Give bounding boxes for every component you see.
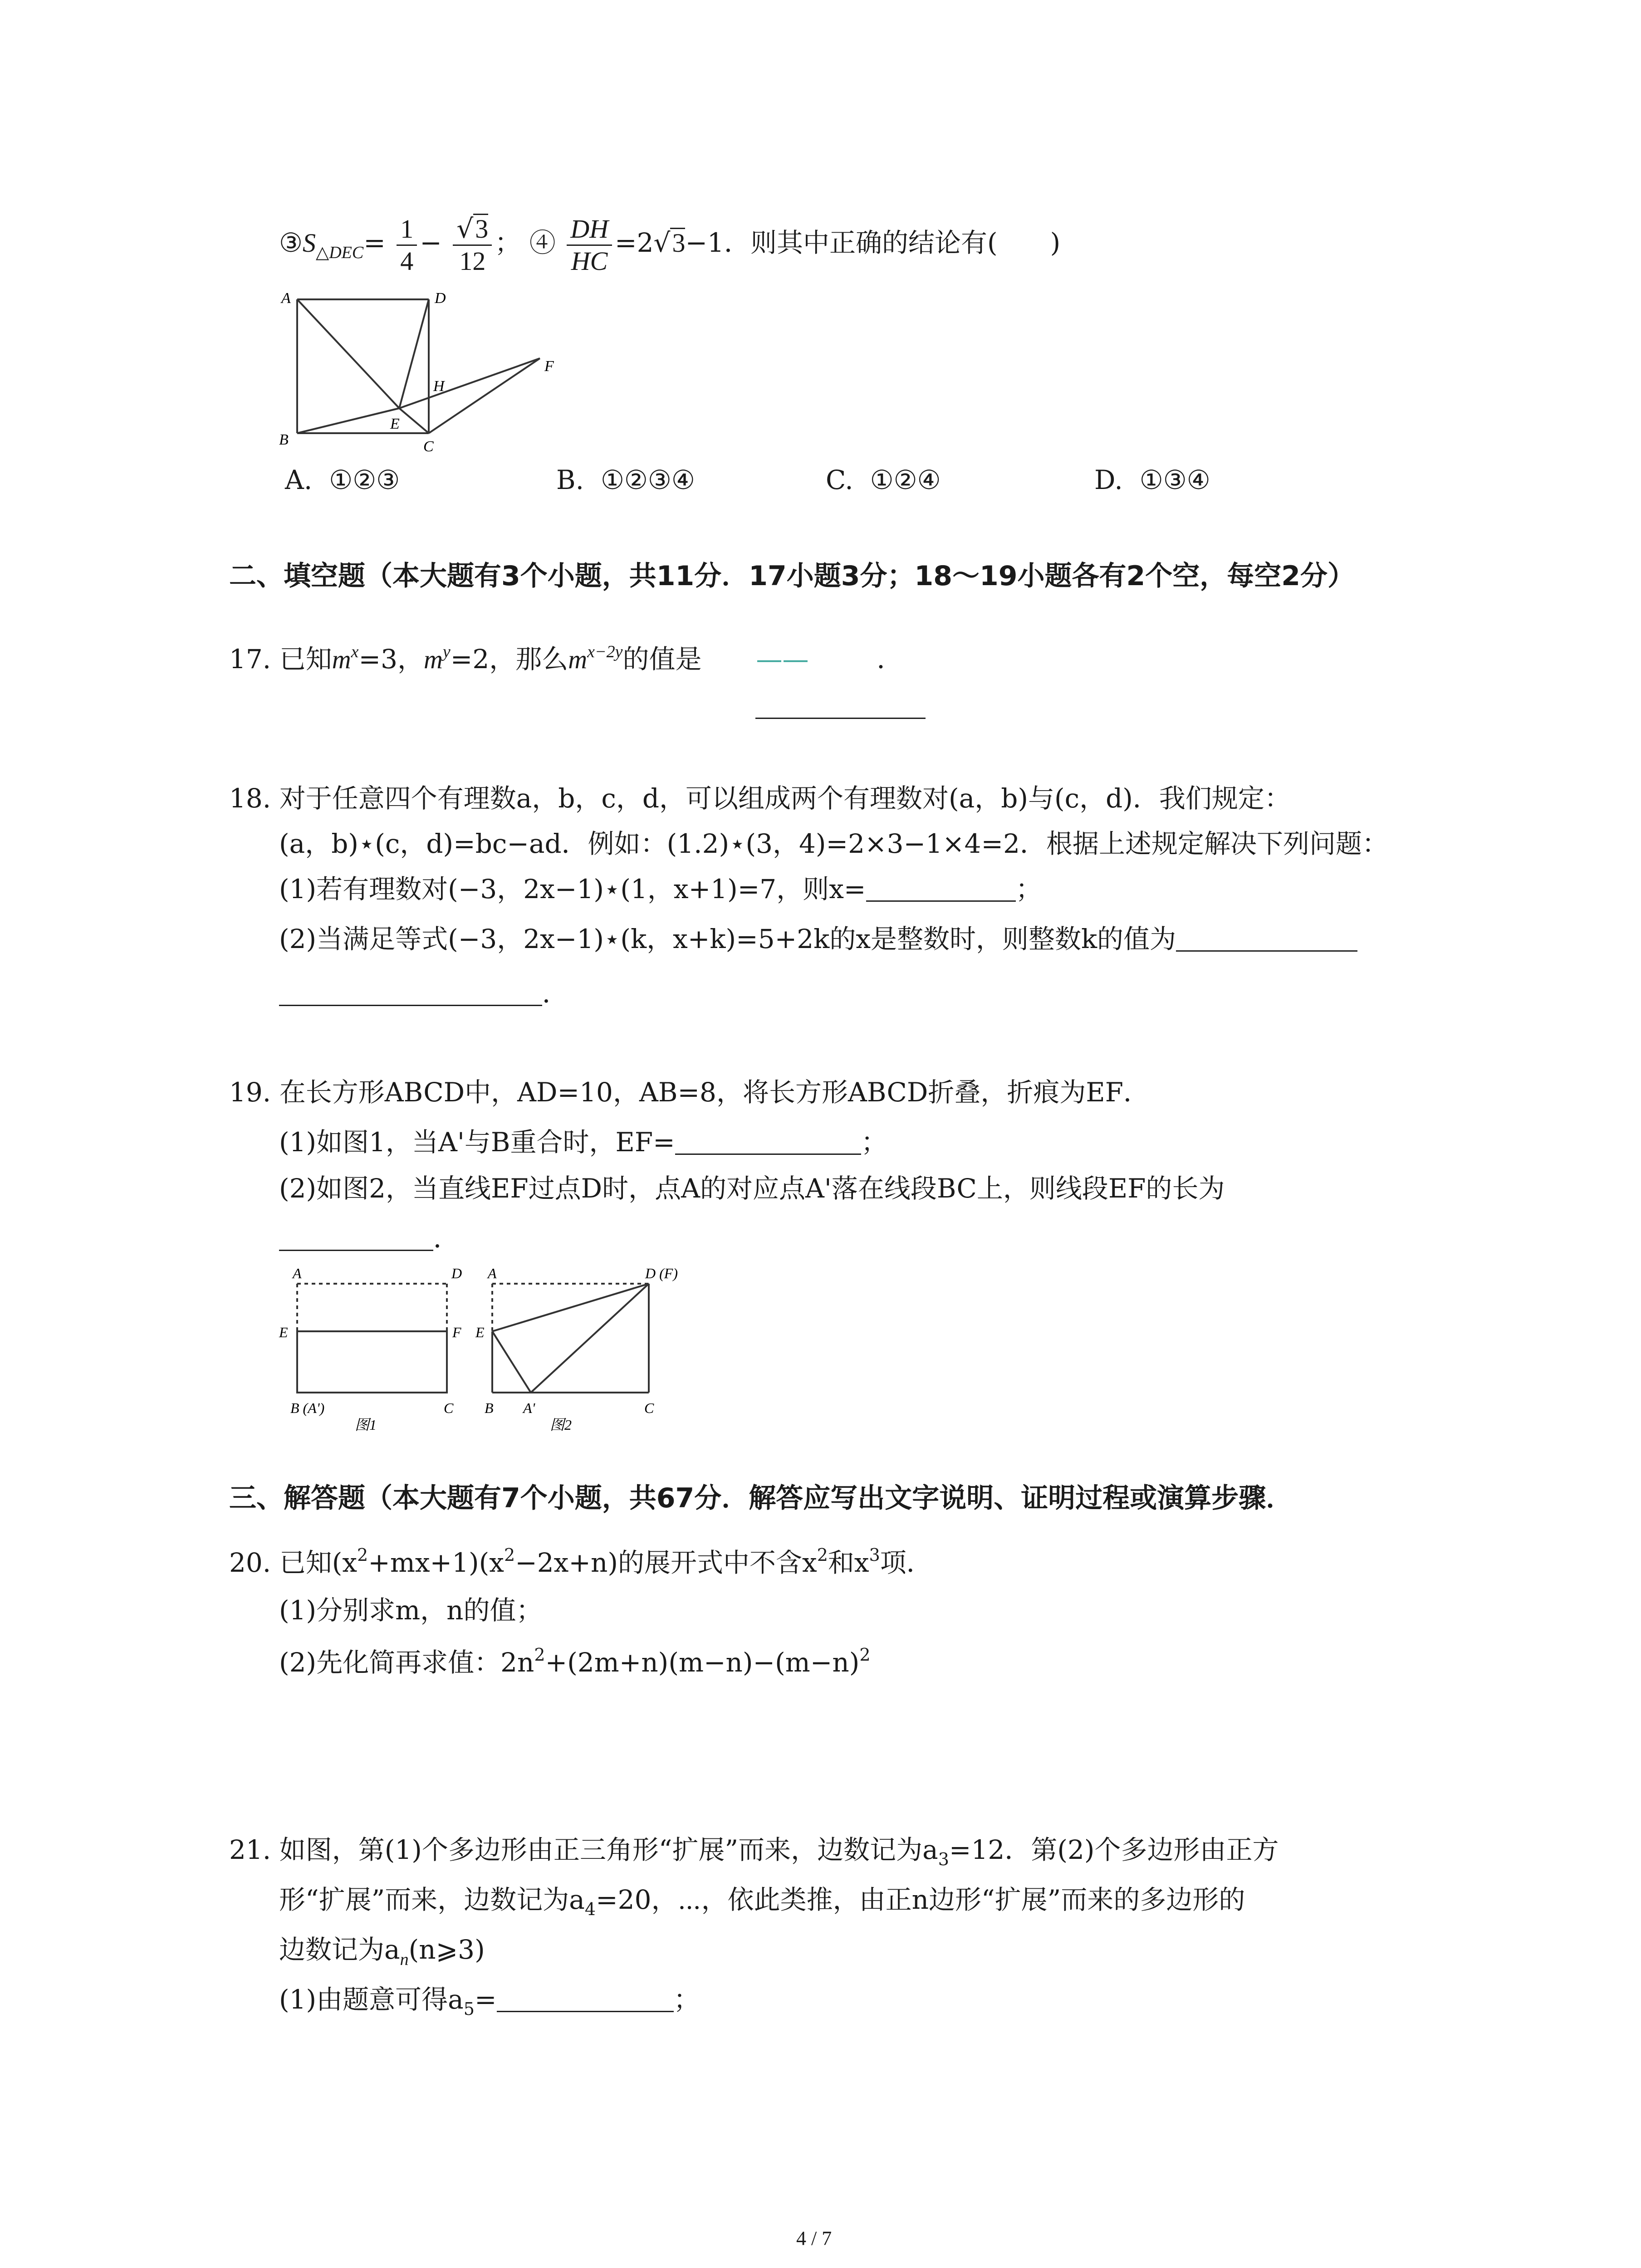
section-3-title: 三、解答题（本大题有7个小题，共67分．解答应写出文字说明、证明过程或演算步骤． [229,1482,1293,1514]
q19-figures [272,1256,726,1433]
q19-blank-1[interactable] [675,1128,861,1155]
q20-line2: (1)分别求m，n的值； [279,1595,543,1626]
page-number: 4 / 7 [796,2227,832,2249]
fig1-label-D: D [451,1265,462,1281]
q19-blank-2[interactable] [279,1224,433,1251]
q18-line3: (1)若有理数对(−3，2x−1)⋆(1，x+1)=7，则x= ； [279,874,1042,904]
label-D: D [435,290,446,307]
label-B: B [279,431,289,448]
fig2-label-A-prime: A' [523,1400,535,1416]
q18-blank-2-cont[interactable] [279,979,542,1006]
equals: = [363,227,386,259]
q19-line1: 19. 在长方形ABCD中，AD=10，AB=8，将长方形ABCD折叠，折痕为EF． [229,1077,1150,1108]
section-2-title: 二、填空题（本大题有3个小题，共11分．17小题3分；18～19小题各有2个空，每空2分） [229,560,1355,592]
fig1-label-C: C [444,1400,454,1416]
fig2-caption: 图2 [550,1417,572,1433]
q16-tail: −1．则其中正确的结论有( ) [685,227,1061,259]
area-symbol: S [303,228,316,258]
fraction-sqrt3-over-12: $\frac{√3}{12}$ [453,213,492,277]
label-C: C [423,438,434,455]
q19-line4: ． [279,1220,460,1256]
q18-line5: ． [279,975,568,1012]
q21-line2: 形“扩展”而来，边数记为$a_4=20$，⋯，依此类推，由正n边形“扩展”而来的多边形的 [279,1884,1245,1919]
q18-line4: (2)当满足等式(−3，2x−1)⋆(k，x+k)=5+2k的x是整数时，则整数k的值为 [279,921,1357,957]
choice-d[interactable]: D. ①③④ [1094,464,1210,495]
area-subscript: △DEC [316,243,364,263]
fig1-caption: 图1 [355,1417,377,1433]
q18-line2: (a，b)⋆(c，d)=bc−ad．例如：(1.2)⋆(3，4)=2×3−1×4=2．根据上述规定解决下列问题： [279,828,1389,859]
q17-answer-blank[interactable] [755,718,926,719]
q16-statement: $③S_{\triangle DEC}=$ $\frac{1}{4}$ − $\frac{√3}{12}$ ； ④ $\frac{DH}{HC}$ =2√3−1．则其中正确的结论有( ) [279,213,1061,276]
fig2-label-A: A [488,1265,497,1281]
q21-line4: (1)由题意可得$a_5=$ ； [279,1984,700,2019]
fraction-one-quarter: $\frac{1}{4}$ [397,214,417,277]
choice-c[interactable]: C. ①②④ [826,464,941,495]
q20-line3: (2)先化简再求值：$2n^2+(2m+n)(m-n)-(m-n)^2$ [279,1645,871,1678]
label-A: A [281,290,291,307]
q21-line3: 边数记为$a_n(n⩾3)$ [279,1934,485,1969]
fig2-label-B: B [485,1400,494,1416]
q16-figure [272,290,572,458]
choice-a[interactable]: A. ①②③ [285,464,400,495]
q19-line3: (2)如图2，当直线EF过点D时，点A的对应点A'落在线段BC上，则线段EF的长为 [279,1173,1225,1204]
fig1-label-F: F [452,1324,461,1340]
q20-line1: 20. 已知$(x^2+mx+1)(x^2-2x+n)$的展开式中不含$x^2$和$x^3$项． [229,1545,933,1578]
q17-answer-mark: —— [756,644,809,675]
label-F: F [544,358,554,375]
circled-3: ③ [279,227,303,259]
fig1-label-B: B (A') [290,1400,325,1416]
label-H: H [433,378,445,395]
fig2-label-D: D (F) [645,1265,678,1281]
sqrt-three: 3 [670,228,685,257]
circled-4: ④ [529,227,556,259]
q18-blank-1[interactable] [866,875,1016,902]
q18-blank-2[interactable] [1176,925,1357,952]
q21-line1: 21. 如图，第(1)个多边形由正三角形“扩展”而来，边数记为$a_3=12$．第(2)个多边形由正方 [229,1834,1279,1869]
label-E: E [390,415,400,432]
fig1-label-E: E [279,1324,288,1340]
fig2-label-C: C [644,1400,654,1416]
q17: 17. 已知$m^x=3$，$m^y=2$，那么$m^{x-2y}$的值是 —— ． [229,642,903,675]
choice-b[interactable]: B. ①②③④ [556,464,695,495]
q19-line2: (1)如图1，当A'与B重合时，EF= ； [279,1127,887,1158]
fig1-label-A: A [293,1265,302,1281]
fig2-label-E: E [475,1324,485,1340]
q21-blank-1[interactable] [497,1985,674,2012]
fraction-dh-over-hc: $\frac{DH}{HC}$ [567,214,612,277]
q18-line1: 18. 对于任意四个有理数a，b，c，d，可以组成两个有理数对(a，b)与(c，d)．我们规定： [229,783,1291,814]
